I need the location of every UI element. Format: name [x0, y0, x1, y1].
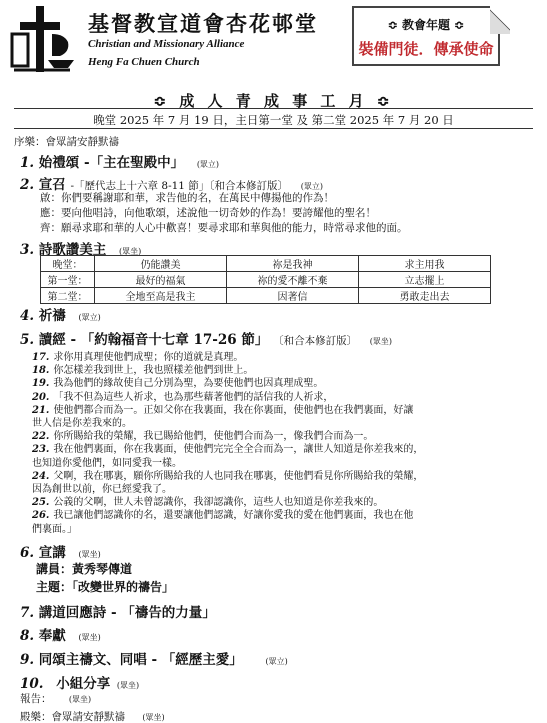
verse-text: 你怎樣差我到世上，我也照樣差他們到世上。: [53, 365, 254, 377]
verse-number: 17.: [32, 352, 50, 363]
verse-text: 父啊，我在哪裏，願你所賜給我的人也同我在哪裏，使他們看見你所賜給我的榮耀，: [53, 470, 424, 482]
church-name-english-2: Heng Fa Chuen Church: [88, 56, 200, 68]
verse-text: 因為創世以前，你已經愛我了。: [32, 484, 172, 495]
posture-note: (眾坐): [369, 337, 393, 346]
item-scripture-reading: 5. 讀經 - 「約翰福音十七章 17-26 節」 〔和合本修訂版〕 (眾坐): [20, 332, 393, 348]
posture-note: (眾立): [196, 160, 220, 169]
posture-note: (眾立): [300, 182, 324, 191]
posture-note: (眾立): [265, 657, 288, 666]
church-name-english: Christian and Missionary Alliance: [88, 38, 245, 50]
posture-note: (眾坐): [119, 247, 142, 256]
verse-line: [32, 520, 77, 535]
verse-text: 我已讓他們認識你的名，還要讓他們認識，好讓你愛我的愛在他們裏面，我也在他: [53, 510, 414, 522]
item-prayer: 4. 祈禱 (眾立): [20, 308, 101, 324]
verse-text: 們裏面。」: [32, 523, 77, 535]
divider: [14, 128, 533, 129]
church-name-chinese: 基督教宣道會杏花邨堂: [88, 11, 318, 36]
service-date-line: 晚堂 2025 年 7 月 19 日，主日第一堂 及 第二堂 2025 年 7 月 20 日: [93, 113, 454, 127]
verse-text: 求你用真理使他們成聖；你的道就是真理。: [53, 352, 244, 363]
sermon-topic: 主題：「改變世界的禱告」: [36, 580, 175, 594]
service-title: ≎ 成 人 青 成 事 工 月 ≎: [153, 92, 394, 110]
verse-number: 23.: [32, 444, 50, 456]
annual-theme-slogan: 裝備門徒．傳承使命: [358, 40, 494, 58]
sermon-speaker: 講員：黃秀琴傳道: [36, 562, 133, 576]
hymn-table: [40, 255, 491, 304]
verse-number: 21.: [32, 404, 50, 416]
bulletin-header: [0, 0, 547, 86]
posture-note: (眾坐): [116, 681, 140, 690]
verse-text: 公義的父啊，世人未曾認識你，我卻認識你，這些人也知道是你差我來的。: [53, 497, 384, 509]
table-row: 晚堂： 仍能讚美 祢是我神 求主用我: [41, 256, 491, 272]
posture-note: (眾坐): [78, 633, 101, 642]
item-postlude: 殿樂：會眾請安靜默禱 (眾坐): [20, 711, 165, 723]
posture-note: (眾坐): [78, 550, 101, 559]
item-opening-hymn: 1. 始禮頌 -「主在聖殿中」 (眾立): [20, 155, 220, 171]
prelude: 序樂：會眾請安靜默禱: [14, 136, 119, 148]
verse-text: 我在他們裏面，你在我裏面，使他們完完全全合而為一，讓世人知道是你差我來的，: [53, 444, 424, 456]
verse-text: 「我不但為這些人祈求，也為那些藉著他們的話信我的人祈求，: [53, 391, 334, 403]
verse-number: 25.: [32, 497, 50, 509]
item-group-sharing: 10. 小組分享 (眾坐): [20, 676, 140, 692]
table-row: 第一堂： 最好的福氣 祢的愛不離不棄 立志擺上: [41, 272, 491, 288]
item-praise-songs: 3. 詩歌讚美主 (眾坐): [20, 242, 142, 258]
church-cross-logo-icon: [8, 4, 78, 76]
verse-line: [32, 506, 413, 521]
verse-number: 20.: [32, 391, 50, 403]
verse-number: 18.: [32, 365, 50, 377]
verse-number: 22.: [32, 431, 50, 443]
verse-text: 也知道你愛他們，如同愛我一樣。: [32, 457, 182, 469]
posture-note: (眾立): [78, 313, 101, 322]
verse-text: 世人信是你差我來的。: [32, 418, 132, 429]
item-call-to-worship: 2. 宣召 -「歷代志上十六章 8-11 節」〔和合本修訂版〕 (眾立): [20, 177, 324, 193]
call-line-together: 齊：願尋求耶和華的人心中歡喜！要尋求耶和華與他的能力，時常尋求他的面。: [40, 222, 408, 234]
verse-number: 26.: [32, 510, 50, 522]
verse-number: 19.: [32, 378, 50, 390]
verse-number: 24.: [32, 470, 50, 482]
item-response-hymn: 7. 講道回應詩 - 「禱告的力量」: [20, 605, 216, 621]
divider: [14, 108, 533, 109]
annual-theme-title: ≎ 教會年題 ≎: [387, 18, 465, 32]
posture-note: (眾坐): [68, 695, 92, 704]
call-line-leader: 啟：你們要稱謝耶和華，求告他的名，在萬民中傳揚他的作為！: [40, 192, 334, 204]
verse-text: 使他們都合而為一。正如父你在我裏面，我在你裏面，使他們也在我們裏面，好讓: [53, 404, 414, 416]
posture-note: (眾坐): [142, 713, 165, 722]
item-lords-prayer: 9. 同頌主禱文、同唱 - 「經歷主愛」 (眾立): [20, 652, 288, 668]
item-announcements: 報告： (眾坐): [20, 693, 92, 705]
verse-text: 我為他們的緣故使自己分別為聖，為要使他們也因真理成聖。: [53, 378, 324, 390]
table-row: 第二堂： 全地至高是我主 因著信 勇敢走出去: [41, 288, 491, 304]
item-offering: 8. 奉獻 (眾坐): [20, 628, 101, 644]
verse-text: 你所賜給我的榮耀，我已賜給他們，使他們合而為一，像我們合而為一。: [53, 431, 374, 443]
annual-theme-box: [352, 6, 500, 66]
call-line-response: 應：要向他唱詩，向他歌頌，述說他一切奇妙的作為！要誇耀他的聖名！: [40, 207, 376, 219]
item-sermon: 6. 宣講 (眾坐): [20, 545, 101, 561]
